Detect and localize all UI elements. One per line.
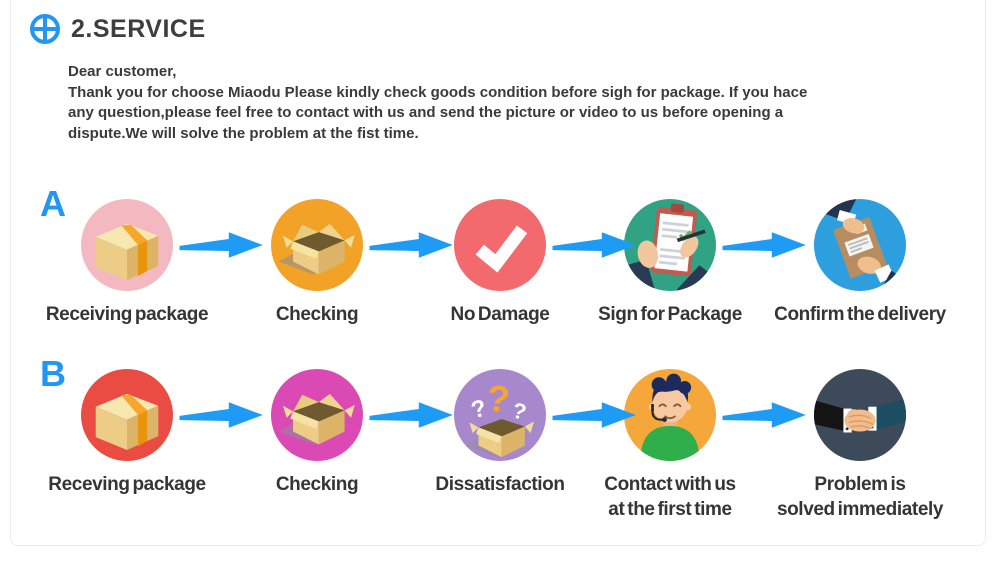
flow-a-label: A: [40, 183, 66, 224]
page-title: 2.SERVICE: [71, 14, 206, 43]
intro-line: dispute.We will solve the problem at the fist time.: [68, 124, 419, 142]
step-label-line2: at the first time: [608, 499, 732, 520]
step-label: Sign for Package: [598, 304, 742, 325]
svg-text:?: ?: [509, 397, 529, 425]
flow-step: [575, 369, 765, 522]
package-box-icon: [81, 369, 173, 461]
step-label: Receving package: [48, 474, 206, 495]
flow-step: [765, 199, 955, 327]
handshake-icon: [814, 369, 906, 461]
svg-text:?: ?: [468, 394, 490, 425]
arrow-right-icon: [720, 228, 810, 262]
flow-step: [32, 369, 222, 497]
intro-line: any question,please feel free to contact with us and send the picture or video to us before opening a: [68, 104, 784, 121]
intro-line: Thank you for choose Miaodu Please kindly check goods condition before sigh for package. If you hace: [68, 83, 808, 101]
open-box-icon: [271, 369, 363, 461]
delivery-hands-icon: [814, 199, 906, 291]
flow-step: [222, 369, 412, 497]
step-label: Problem is: [814, 474, 906, 495]
arrow-right-icon: [720, 398, 810, 432]
arrow-right-icon: [550, 398, 640, 432]
open-box-icon: [271, 199, 363, 291]
step-label: Dissatisfaction: [435, 474, 565, 495]
arrow-right-icon: [177, 398, 267, 432]
flow-step: [32, 199, 222, 327]
package-box-icon: [81, 199, 173, 291]
intro-paragraph: [68, 62, 913, 144]
arrow-right-icon: [367, 228, 457, 262]
flow-step: [575, 199, 765, 327]
step-label-line2: solved immediately: [776, 499, 944, 520]
circle-plus-icon: [28, 12, 62, 46]
section-header: [28, 12, 206, 46]
arrow-right-icon: [177, 228, 267, 262]
flow-step: [405, 369, 595, 497]
step-label: Checking: [275, 474, 359, 495]
svg-text:?: ?: [484, 377, 512, 421]
step-label: Confirm the delivery: [774, 304, 946, 325]
flow-step: [222, 199, 412, 327]
arrow-right-icon: [550, 228, 640, 262]
step-label: Receiving package: [45, 304, 209, 325]
flow-step: [405, 199, 595, 327]
flow-b-label: B: [40, 353, 66, 394]
arrow-right-icon: [367, 398, 457, 432]
step-label: No Damage: [450, 304, 550, 325]
flow-step: [765, 369, 955, 522]
step-label: Checking: [275, 304, 359, 325]
step-label: Contact with us: [604, 474, 736, 495]
intro-line: Dear customer,: [68, 63, 177, 80]
checkmark-icon: [454, 199, 546, 291]
question-box-icon: [454, 369, 546, 461]
